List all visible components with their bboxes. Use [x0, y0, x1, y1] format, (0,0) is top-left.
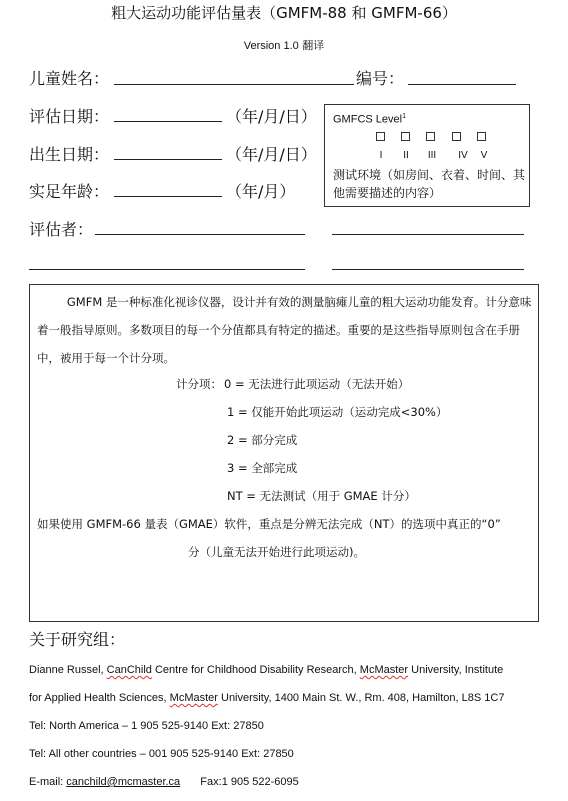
gmfcs-checkbox-1[interactable] [376, 132, 385, 141]
email-label: E-mail: [29, 776, 64, 788]
assessment-date-format: （年/月/日） [226, 107, 317, 126]
centre-text: Centre for Childhood Disability Research, [154, 664, 357, 676]
test-environment-text: 测试环境（如房间、衣着、时间、其他需要描述的内容） [333, 168, 526, 200]
birth-date-label: 出生日期： [29, 145, 110, 164]
gmfcs-level-2: II [403, 150, 409, 161]
mcmaster-text: McMaster [359, 664, 409, 676]
gmfcs-box [324, 104, 530, 207]
document-title: 粗大运动功能评估量表（GMFM-88 和 GMFM-66） [111, 4, 457, 22]
version-line [0, 37, 568, 53]
email-link[interactable]: canchild@mcmaster.ca [66, 776, 181, 788]
canchild-text: CanChild [106, 664, 152, 676]
score-0: 0 = 无法进行此项运动（无法开始） [224, 377, 410, 391]
fax-text: Fax:1 905 522-6095 [200, 776, 299, 788]
actual-age-format: （年/月） [226, 182, 296, 201]
gmae-note-line-1: 如果使用 GMFM-66 量表（GMAE）软件，重点是分辨无法完成（NT）的选项中真正的“0” [37, 517, 501, 531]
assessment-date-label: 评估日期： [29, 107, 110, 126]
tel-north-america: Tel: North America – 1 905 525-9140 Ext: 27850 [29, 720, 264, 732]
gmfcs-footnote-mark: 1 [402, 113, 406, 120]
assessment-date-field[interactable] [114, 121, 222, 122]
score-1: 1 = 仅能开始此项运动（运动完成<30%） [227, 405, 448, 419]
tel-other-countries: Tel: All other countries – 001 905 525-9140 Ext: 27850 [29, 748, 294, 760]
contact-line-email [29, 776, 299, 788]
score-2: 2 = 部分完成 [227, 433, 298, 447]
research-group-heading: 关于研究组： [29, 630, 126, 649]
score-3: 3 = 全部完成 [227, 461, 298, 475]
contact-line-1 [29, 664, 503, 676]
child-name-label: 儿童姓名： [29, 69, 110, 88]
mcmaster-text-2: McMaster [169, 692, 218, 704]
version-number: Version 1.0 [243, 40, 299, 52]
gmae-note-line-2: 分（儿童无法开始进行此项运动)。 [188, 545, 365, 559]
gmfcs-level-3: III [427, 150, 437, 161]
gmfcs-checkbox-2[interactable] [401, 132, 410, 141]
address-text: University, 1400 Main St. W., Rm. 408, Hamilton, L8S 1C7 [221, 692, 505, 704]
applied-health-text: for Applied Health Sciences, [29, 692, 167, 704]
id-field[interactable] [408, 84, 516, 85]
gmfcs-checkbox-3[interactable] [426, 132, 435, 141]
assessor-label: 评估者： [29, 220, 94, 239]
gmfcs-checkbox-4[interactable] [452, 132, 461, 141]
university-institute-text: University, Institute [411, 664, 504, 676]
scoring-info-box [29, 284, 539, 622]
gmfcs-level-5: V [480, 150, 488, 161]
environment-field-2[interactable] [332, 269, 524, 270]
scoring-label: 计分项： [176, 377, 222, 391]
gmfcs-checkbox-5[interactable] [477, 132, 486, 141]
assessor-field-2[interactable] [29, 269, 305, 270]
gmfcs-level-4: IV [458, 150, 468, 161]
id-label: 编号： [356, 69, 405, 88]
child-name-field[interactable] [114, 84, 354, 85]
assessor-field[interactable] [95, 234, 305, 235]
actual-age-label: 实足年龄： [29, 182, 110, 201]
birth-date-format: （年/月/日） [226, 145, 317, 164]
birth-date-field[interactable] [114, 159, 222, 160]
score-nt: NT = 无法测试（用于 GMAE 计分） [227, 489, 416, 503]
gmfcs-heading [333, 113, 406, 126]
version-translation: 翻译 [302, 39, 325, 52]
gmfcs-label: GMFCS Level [333, 113, 403, 126]
environment-field-1[interactable] [332, 234, 524, 235]
intro-paragraph: GMFM 是一种标准化视诊仪器，设计并有效的测量脑瘫儿童的粗大运动功能发育。计分意味着一般指导原则。多数项目的每一个分值都具有特定的描述。重要的是这些指导原则包含在手册中，被用于每一个计分项。 [37, 295, 532, 365]
actual-age-field[interactable] [114, 196, 222, 197]
contact-name: Dianne Russel, [29, 664, 104, 676]
gmfcs-level-1: I [379, 150, 383, 161]
contact-line-2 [29, 692, 504, 704]
